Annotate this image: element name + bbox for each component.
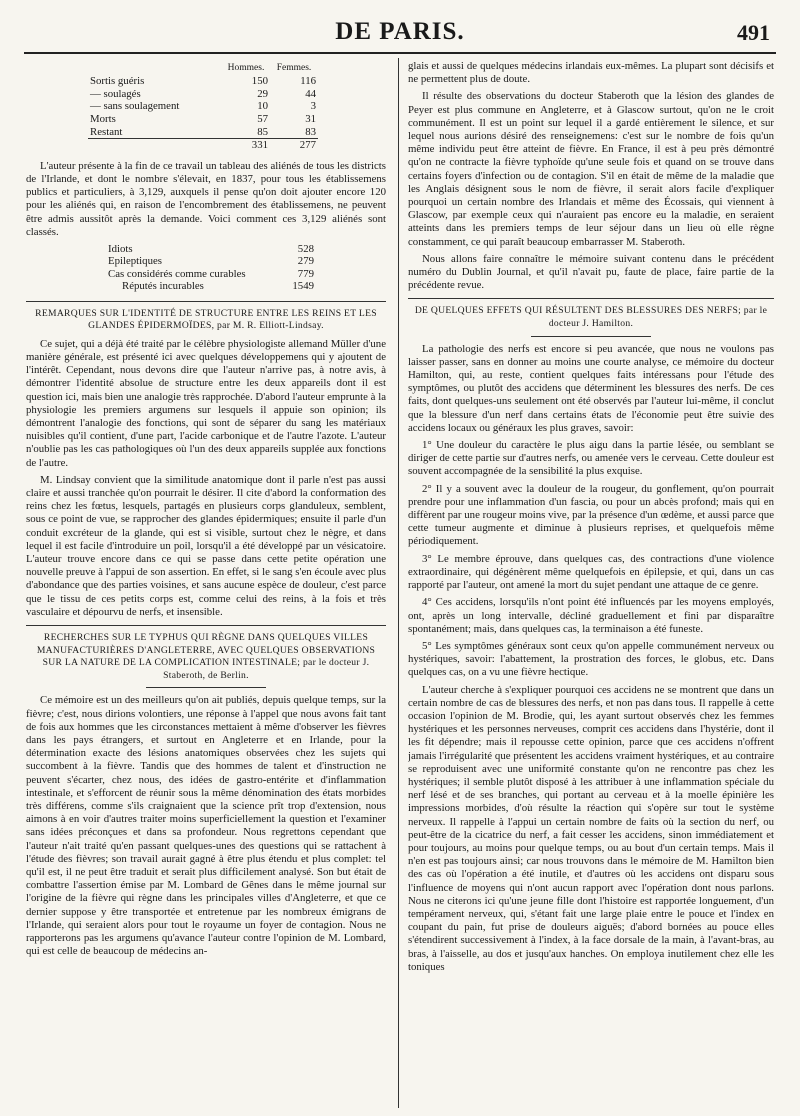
women-value: 3 xyxy=(310,100,316,113)
paragraph: L'auteur présente à la fin de ce travail un tableau des aliénés de tous les districts de l'Irlande, et dont le nombre s'élevait, en 1837, pour tous les établissemens publics et particuliers, à 3,129, auxquels il pense qu'on doit ajouter encore 120 pour les aliénés qui, en raison de l'encombrement des établissemens, ne peuvent être admis aussitôt après la demande. Voici comment ces 3,129 aliénés sont classés. xyxy=(26,159,386,238)
col-header-men: Hommes. xyxy=(227,63,265,73)
paragraph: Il résulte des observations du docteur Staberoth que la lésion des glandes de Peyer est plus commune en Angleterre, et à Glascow surtout, qu'on ne le croit communément. Il est un point sur lequel il a gardé entièrement le silence, et sur lequel nous aurions désiré des renseignemens: c'est sur le nombre de fois qu'un même individu peut être atteint de fièvre. En France, il est à peu près démontré qu'on ne contracte la fièvre typhoïde qu'une seule fois et quand on se trouve dans certains foyers d'infection ou de contagion. S'il en était de même de la maladie que les Anglais désignent sous le nom de fièvre, il serait alors facile d'expliquer pourquoi un certain nombre des Irlandais et même des Écossais, qui viennent à Glascow, par exemple ceux qui n'auraient pas encore eu la maladie, en seraient atteints dans les premiers temps de leur séjour dans un lieu où elle règne constamment, ce qui paraît beaucoup embarrasser M. Staberoth. xyxy=(408,90,774,248)
page-header xyxy=(0,14,800,54)
men-value: 57 xyxy=(257,112,268,125)
row-label: — soulagés xyxy=(90,87,141,100)
section-author: ; par le docteur J. Staberoth, de Berlin. xyxy=(163,657,370,681)
row-value: 779 xyxy=(297,267,314,280)
men-value: 85 xyxy=(257,125,268,138)
section-author: ; par le docteur J. Hamilton. xyxy=(548,305,768,330)
page-number: 491 xyxy=(737,20,770,45)
short-rule xyxy=(531,336,651,337)
paragraph: Nous allons faire connaître le mémoire suivant contenu dans le précédent numéro du Dublin Journal, et qu'il n'avait pu, faute de place, faire partie de la précédente revue. xyxy=(408,252,774,292)
classification-table xyxy=(106,243,316,293)
section-heading xyxy=(408,305,774,330)
totals-row xyxy=(88,139,318,152)
left-column xyxy=(26,60,386,1112)
row-value: 528 xyxy=(297,242,314,255)
list-item: 4° Ces accidens, lorsqu'ils n'ont point été influencés par les moyens employés, ont, après un long intervalle, décliné graduellement et fini par disparaître spontanément; mais, dans quelques cas, la terminaison a été funeste. xyxy=(408,596,774,635)
short-rule xyxy=(146,687,266,688)
table-row xyxy=(88,88,318,101)
paragraph: La pathologie des nerfs est encore si peu avancée, que nous ne voulons pas laisser passer, sans en donner au moins une courte analyse, ce mémoire du docteur Hamilton, qui, au reste, contient quelques faits intéressans pour l'étude des symptômes, ou plutôt des accidens que déterminent les blessures des nerfs. De ces faits, dont quelques-uns seulement ont été observés par l'auteur lui-même, il conclut que la blessure d'un nerf dans certains états de l'économie peut être suivie des accidens locaux ou généraux les plus graves, savoir: xyxy=(408,342,774,434)
journal-title: DE PARIS. xyxy=(335,18,465,45)
table-row xyxy=(88,113,318,126)
table-row xyxy=(88,75,318,88)
section-rule xyxy=(408,298,774,299)
section-title: DE QUELQUES EFFETS QUI RÉSULTENT DES BLESSURES DES NERFS xyxy=(414,305,739,317)
paragraph: Ce sujet, qui a déjà été traité par le célèbre physiologiste allemand Müller d'une manière générale, est présenté ici avec quelques développemens qui y ajoutent de l'intérêt. Cependant, nous devons dire que l'auteur n'arrive pas, à notre avis, à démontrer l'identité absolue de structure entre les deux appareils dont il est question ici, mais bien une analogie très rapprochée. D'abord l'auteur emprunte à la physiologie les premiers argumens sur lesquels il appuie son opinion; ils démontrent l'analogie des fonctions, qui sont de séparer du sang les matériaux nuisibles qu'il contient, d'une part, l'acide carbonique et de l'autre l'azote. L'auteur n'oublie pas les cas pathologiques où l'un des deux appareils supplée aux fonctions de l'autre. xyxy=(26,337,386,469)
row-label: Réputés incurables xyxy=(122,280,204,293)
row-label: Idiots xyxy=(108,242,133,255)
list-item: 2° Il y a souvent avec la douleur de la rougeur, du gonflement, qu'on pourrait prendre pour une inflammation d'un fascia, ou pour un abcès profond; mais qui en diffèrent par une rougeur moins vive, par la présence d'un œdème, et aussi parce que cette tumeur augmente et diminue à plusieurs reprises, et quelquefois même périodiquement. xyxy=(408,482,774,548)
section-title: RECHERCHES SUR LE TYPHUS QUI RÈGNE DANS QUELQUES VILLES MANUFACTURIÈRES D'ANGLETERRE, AVEC QUELQUES OBSERVATIONS SUR LA NATURE DE LA COMPLICATION INTESTINALE xyxy=(36,632,376,669)
paragraph: glais et aussi de quelques médecins irlandais eux-mêmes. La plupart sont décisifs et ne permettent plus de doute. xyxy=(408,60,774,86)
header-rule xyxy=(24,52,776,54)
row-label: Cas considérés comme curables xyxy=(108,267,246,280)
women-value: 44 xyxy=(305,87,316,100)
table-row xyxy=(106,280,316,292)
men-total: 331 xyxy=(222,139,270,152)
section-heading xyxy=(26,308,386,333)
col-header-women: Femmes. xyxy=(276,63,312,73)
section-rule xyxy=(26,301,386,302)
paragraph: Ce mémoire est un des meilleurs qu'on ait publiés, depuis quelque temps, sur la fièvre; c'est, nous dirions volontiers, une réponse à l'appel que nous avons fait tant de fois aux hommes que les circonstances mettaient à même d'observer les fièvres dans les pays étrangers, et surtout en Angleterre et en Irlande, pour la détermination exacte des lésions anatomiques observées chez les sujets qui succombent à la fièvre. Tandis que des hommes de talent et d'instruction ne peuvent s'écarter, chez nous, des idées de gastro-entérite et d'inflammation intestinale, et s'efforcent de réunir sous la même dénomination des états morbides très différens, comme s'ils craignaient que la science prît trop d'extension, nous aimons à en voir d'autres traiter moins superficiellement la question et l'examiner sans idées préconçues et dans sa profondeur. Nous regrettons cependant que l'auteur n'ait traité qu'en passant quelques-unes des questions qui se rattachent à l'étude des fièvres; son travail aurait gagné à être plus étendu et plus complet: tel qu'il est, il ne peut être traduit et serait plus difficilement analysé. Son but était de combattre l'assertion émise par M. Lombard de Gênes dans le même journal sur l'origine de la fièvre qui règne dans les principales villes d'Angleterre, et que ce dernier suppose y être transportée et entretenue par les nombreux émigrans de l'Irlande, qui seraient alors pour tout le royaume un foyer de contagion. Nous ne rapporterons pas les argumens qu'avance l'auteur contre l'opinion de M. Lombard, qui est celle de beaucoup de médecins an- xyxy=(26,694,386,958)
table-row xyxy=(106,268,316,280)
section-title: REMARQUES SUR L'IDENTITÉ DE STRUCTURE ENTRE LES REINS ET LES GLANDES ÉPIDERMOÏDES xyxy=(35,307,377,332)
column-divider xyxy=(398,58,399,1108)
table-row xyxy=(106,255,316,267)
women-total: 277 xyxy=(270,139,318,152)
right-column xyxy=(408,60,774,1112)
table-row xyxy=(88,126,318,139)
table-row xyxy=(106,243,316,255)
list-item: 1° Une douleur du caractère le plus aigu dans la partie lésée, ou semblant se diriger de cette partie sur d'autres nerfs, ou amenée vers le cerveau. Cette douleur est souvent accompagnée de la sensibilité la plus exquise. xyxy=(408,439,774,478)
paragraph: M. Lindsay convient que la similitude anatomique dont il parle n'est pas aussi claire et aussi tranchée qu'on pourrait le désirer. Il cite d'abord la conformation des reins chez les fœtus, lesquels, partagés en plusieurs corps glanduleux, semblent, sous ce point de vue, se rapprocher des glandes épidermiques; ensuite il parle d'un conduit excréteur de la glande, qui est si visible, surtout chez le nègre, et dans lequel il est facile d'introduire un poil, lorsqu'il a été développé par un vésicatoire. L'auteur trouve encore dans ce qui se passe dans cette petite opération une nouvelle preuve à l'appui de son assertion. En effet, si le sang s'en écoule avec plus d'abondance que des parties voisines, et sans aucune espèce de douleur, c'est parce que le tissu de ces petits corps est, comme celui des reins, à la fois et très vasculaire et dépourvu de nerfs, et insensible. xyxy=(26,473,386,618)
list-item: 3° Le membre éprouve, dans quelques cas, des contractions d'une violence extraordinaire, qui dégénèrent même quelquefois en épilepsie, et qui, dans un cas rapporté par l'auteur, ont amené la mort du sujet pendant une attaque de ce genre. xyxy=(408,552,774,592)
row-value: 279 xyxy=(297,255,314,268)
women-value: 31 xyxy=(305,112,316,125)
men-value: 150 xyxy=(251,75,268,88)
row-label: Sortis guéris xyxy=(90,75,145,88)
row-value: 1549 xyxy=(292,280,314,293)
section-rule xyxy=(26,625,386,626)
list-item: 5° Les symptômes généraux sont ceux qu'on appelle communément nerveux ou hystériques, savoir: l'abattement, la prostration des forces, le globus, etc. Dans quelques cas, on a vu une fièvre hectique. xyxy=(408,639,774,679)
row-label: Restant xyxy=(90,125,123,138)
table-row xyxy=(88,100,318,113)
women-value: 116 xyxy=(300,75,316,88)
section-heading xyxy=(26,632,386,682)
row-label: Epileptiques xyxy=(108,255,162,268)
paragraph: L'auteur cherche à s'expliquer pourquoi ces accidens ne se montrent que dans un certain nombre de cas de blessures des nerfs, et non pas dans tous. Il rappelle à cette occasion l'opinion de M. Brodie, qui, les ayant surtout observés chez les femmes hystériques et les personnes nerveuses, comprit ces accidens dans l'hystérie, dont il les fit dépendre; mais il repousse cette opinion, parce que ces accidens n'offrent jamais l'irrégularité que présentent les accidens vraiment hystériques, et au contraire se reproduisent avec une uniformité constante qu'on ne rencontre pas chez les hystériques; il semble plutôt disposé à les attribuer à une inflammation spéciale du nerf lésé et de ses branches, qui portant au cerveau et à la moelle épinière les impressions morbides, d'où résulte la réaction qui s'opère sur tout le système nerveux. Il rappelle à l'appui un certain nombre de faits où la section du nerf, ou peut-être de la cicatrice du nerf, a fait cesser les accidens, sinon immédiatement et pour toujours, au moins pour quelque temps, ou au bout d'un certain temps. Mais il n'en est pas toujours ainsi; car nous trouvons dans le mémoire de M. Hamilton bien des cas où l'opération a été inutile, et d'autres où les accidens ont disparu sous l'influence de moyens qui n'ont aucun rapport avec l'opération dont nous parlons. Nous ne citerons ici qu'une jeune fille dont l'histoire est rapportée longuement, d'un tempérament nerveux, qui, s'étant fait une large plaie entre le pouce et l'index en coupant du pain, fut prise de douleurs aiguës; d'abord bornées au pouce elles s'étendirent successivement à l'index, à la face dorsale de la main, à l'avant-bras, au bras, à l'aisselle, au dos et jusqu'aux hanches. On employa inutilement chez elle les toniques xyxy=(408,683,774,973)
row-label: — sans soulagement xyxy=(90,100,180,113)
symptom-list xyxy=(408,439,774,679)
men-value: 10 xyxy=(257,100,268,113)
row-label: Morts xyxy=(90,112,116,125)
section-author: , par M. R. Elliott-Lindsay. xyxy=(211,320,324,332)
outcome-stats-table xyxy=(88,62,318,152)
women-value: 83 xyxy=(305,125,316,138)
men-value: 29 xyxy=(257,87,268,100)
